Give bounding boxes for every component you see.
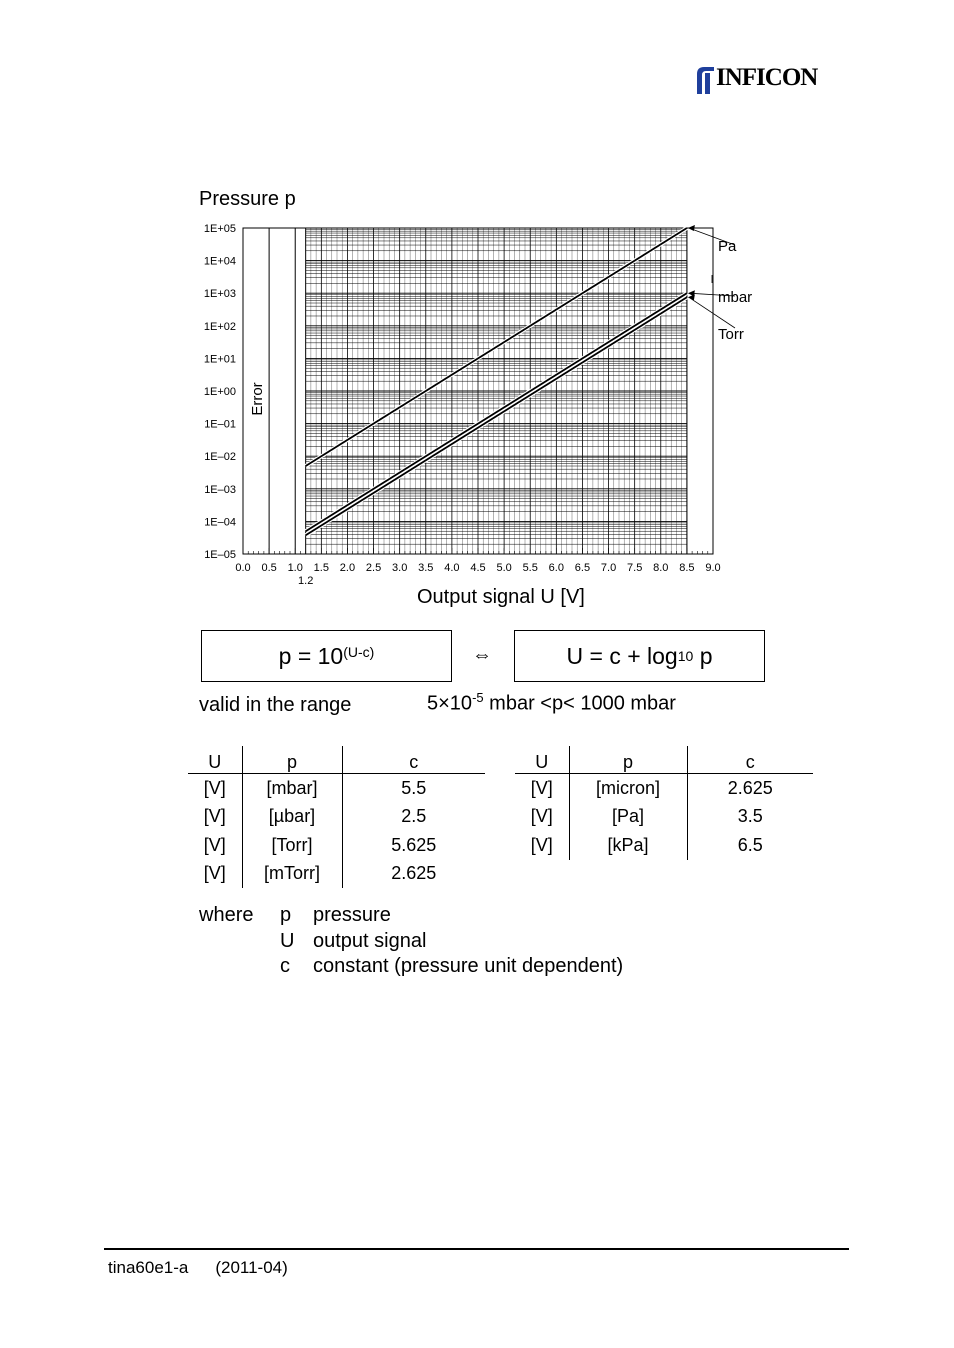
legend-symbol-u: U bbox=[280, 930, 295, 952]
formula-pressure-base: p = 10 bbox=[278, 642, 344, 669]
table-left-cell: [mTorr] bbox=[242, 860, 342, 889]
table-row bbox=[188, 774, 485, 803]
y-tick-label: 1E+04 bbox=[203, 255, 236, 268]
table-left-header-2: c bbox=[342, 746, 485, 774]
table-left-cell: [mbar] bbox=[242, 774, 342, 803]
x-tick-label: 4.0 bbox=[444, 562, 460, 574]
table-left-cell: [V] bbox=[188, 860, 242, 889]
constants-table-right bbox=[515, 746, 813, 860]
table-left-cell: [V] bbox=[188, 831, 242, 860]
chart-y-label: Pressure p bbox=[199, 188, 296, 210]
legend-where: where bbox=[199, 904, 254, 926]
series-arrow-head bbox=[688, 225, 695, 231]
validity-pre: 5×10 bbox=[427, 692, 473, 715]
table-left-cell: [µbar] bbox=[242, 803, 342, 832]
x-tick-label: 9.0 bbox=[705, 562, 721, 574]
table-right-cell: 6.5 bbox=[737, 834, 763, 855]
formula-signal-box bbox=[514, 630, 765, 682]
table-row bbox=[188, 860, 485, 889]
x-tick-label: 6.5 bbox=[574, 562, 591, 574]
y-tick-label: 1E–04 bbox=[204, 516, 236, 529]
validity-exp: -5 bbox=[472, 690, 484, 705]
table-right-cell: [Pa] bbox=[569, 803, 687, 832]
table-right-cell: [kPa] bbox=[569, 831, 687, 860]
inficon-logo-icon bbox=[694, 64, 716, 98]
x-tick-label: 5.0 bbox=[496, 562, 512, 574]
x-tick-label: 4.5 bbox=[470, 562, 486, 574]
x-tick-label: 6.0 bbox=[548, 562, 564, 574]
table-right-header-2: c bbox=[687, 746, 813, 774]
legend-desc-c: constant (pressure unit dependent) bbox=[313, 955, 624, 977]
table-left-cell: [V] bbox=[188, 774, 242, 803]
inficon-logo bbox=[694, 62, 846, 98]
x-tick-label: 5.5 bbox=[522, 562, 538, 574]
series-label-pa: Pa bbox=[718, 238, 737, 255]
table-right-cell: 3.5 bbox=[737, 806, 763, 827]
footer-text bbox=[108, 1258, 288, 1278]
equivalence-symbol: ⇔ bbox=[472, 644, 492, 666]
footer-rule bbox=[104, 1248, 849, 1250]
formula-pressure-exp: (U-c) bbox=[343, 644, 375, 660]
x-tick-label: 8.5 bbox=[679, 562, 695, 574]
x-tick-label: 3.5 bbox=[418, 562, 434, 574]
logo-text: INFICON bbox=[716, 64, 818, 91]
formula-signal-sub: 10 bbox=[677, 648, 694, 664]
x-tick-label: 1.0 bbox=[287, 562, 303, 574]
table-right-cell: [V] bbox=[515, 803, 569, 832]
y-tick-label: 1E–01 bbox=[204, 418, 236, 431]
legend-symbol-c: c bbox=[280, 955, 290, 977]
validity-post: mbar <p< 1000 mbar bbox=[483, 692, 676, 715]
series-label-mbar: mbar bbox=[718, 289, 753, 306]
table-left-cell: [V] bbox=[188, 803, 242, 832]
table-left-header-1: p bbox=[242, 746, 342, 774]
x-tick-label: 3.0 bbox=[392, 562, 408, 574]
y-tick-label: 1E+03 bbox=[203, 288, 236, 301]
legend-symbol-p: p bbox=[280, 904, 292, 926]
table-row bbox=[515, 803, 813, 832]
formula-signal-main: U = c + log bbox=[566, 642, 678, 669]
pressure-chart bbox=[190, 215, 770, 595]
table-left-cell: [Torr] bbox=[242, 831, 342, 860]
table-row bbox=[188, 803, 485, 832]
y-tick-label: 1E–02 bbox=[204, 451, 236, 464]
table-right-cell: [micron] bbox=[569, 774, 687, 803]
y-tick-label: 1E+00 bbox=[203, 386, 236, 398]
x-tick-label: 1.5 bbox=[313, 562, 329, 574]
table-right-cell: [V] bbox=[515, 774, 569, 803]
table-left-cell: 2.625 bbox=[391, 863, 437, 884]
table-left-cell: 5.625 bbox=[391, 834, 437, 855]
table-left-cell: 2.5 bbox=[401, 806, 427, 827]
x-tick-label: 8.0 bbox=[653, 562, 669, 574]
chart-x-label: Output signal U [V] bbox=[417, 586, 585, 608]
table-row bbox=[188, 831, 485, 860]
formula-pressure-box bbox=[201, 630, 452, 682]
validity-label: valid in the range bbox=[199, 694, 352, 716]
x-tick-label: 2.0 bbox=[339, 562, 356, 574]
formula-signal-tail: p bbox=[693, 642, 713, 669]
table-right-cell: [V] bbox=[515, 831, 569, 860]
y-tick-label: 1E+01 bbox=[203, 353, 236, 366]
error-region-label: Error bbox=[249, 382, 267, 416]
series-label-torr: Torr bbox=[718, 326, 744, 343]
y-tick-label: 1E+05 bbox=[203, 223, 236, 235]
table-right-header-1: p bbox=[569, 746, 687, 774]
legend-desc-p: pressure bbox=[313, 904, 391, 926]
legend-desc-u: output signal bbox=[313, 930, 427, 952]
table-row bbox=[515, 831, 813, 860]
y-tick-label: 1E–03 bbox=[204, 483, 236, 496]
x-tick-label: 7.0 bbox=[600, 562, 617, 574]
table-row bbox=[515, 774, 813, 803]
y-tick-label: 1E+02 bbox=[203, 320, 236, 333]
x-tick-label: 7.5 bbox=[627, 562, 643, 574]
table-right-cell: 2.625 bbox=[727, 777, 773, 798]
footer-doc-id: tina60e1-a bbox=[108, 1258, 189, 1277]
footer-date: (2011-04) bbox=[215, 1258, 288, 1277]
x-tick-label: 2.5 bbox=[365, 562, 382, 574]
y-tick-label: 1E–05 bbox=[204, 549, 236, 561]
x-tick-label-extra: 1.2 bbox=[298, 575, 314, 587]
x-tick-label: 0.5 bbox=[261, 562, 277, 574]
table-left-cell: 5.5 bbox=[401, 777, 427, 798]
validity-range bbox=[427, 690, 676, 716]
x-tick-label: 0.0 bbox=[235, 562, 251, 574]
table-left-header-0: U bbox=[188, 746, 242, 774]
table-right-header-0: U bbox=[515, 746, 569, 774]
constants-table-left bbox=[188, 746, 485, 888]
